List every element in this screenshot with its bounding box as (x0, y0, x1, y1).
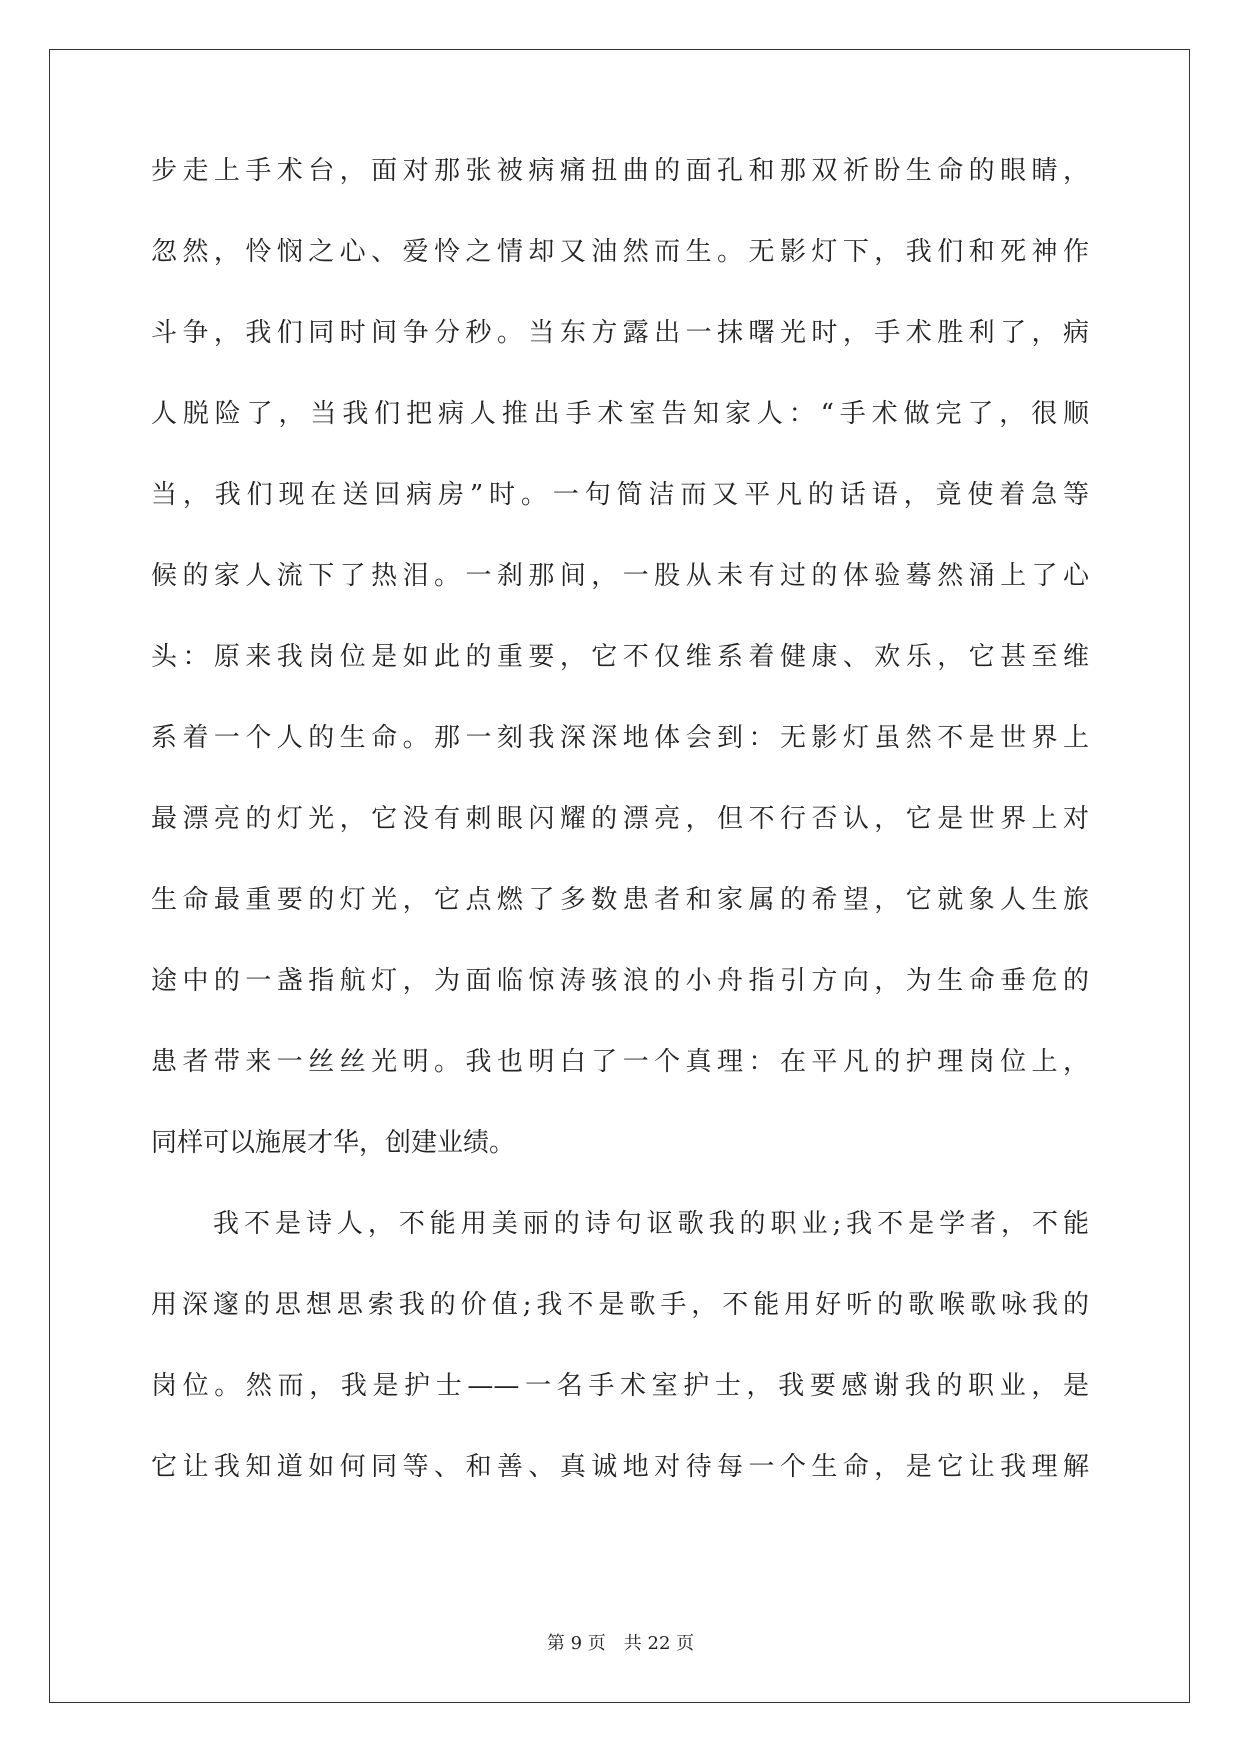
text-line: 候的家人流下了热泪。一刹那间，一股从未有过的体验蓦然涌上了心 (151, 561, 1089, 591)
text-line: 头：原来我岗位是如此的重要，它不仅维系着健康、欢乐，它甚至维 (151, 642, 1089, 672)
text-line: 当，我们现在送回病房”时。一句简洁而又平凡的话语，竟使着急等 (151, 480, 1089, 510)
document-body (151, 152, 1089, 1529)
text-line: 途中的一盏指航灯，为面临惊涛骇浪的小舟指引方向，为生命垂危的 (151, 966, 1089, 996)
page-total: 共 22 页 (623, 1633, 695, 1654)
text-line: 我不是诗人，不能用美丽的诗句讴歌我的职业;我不是学者，不能 (213, 1209, 1089, 1239)
text-line: 系着一个人的生命。那一刻我深深地体会到：无影灯虽然不是世界上 (151, 723, 1089, 753)
text-line: 最漂亮的灯光，它没有刺眼闪耀的漂亮，但不行否认，它是世界上对 (151, 804, 1089, 834)
text-line: 同样可以施展才华，创建业绩。 (151, 1128, 516, 1158)
text-line: 它让我知道如何同等、和善、真诚地对待每一个生命，是它让我理解 (151, 1452, 1089, 1482)
text-line: 患者带来一丝丝光明。我也明白了一个真理：在平凡的护理岗位上， (151, 1047, 1089, 1077)
text-line: 忽然，怜悯之心、爱怜之情却又油然而生。无影灯下，我们和死神作 (151, 237, 1089, 267)
text-line: 步走上手术台，面对那张被病痛扭曲的面孔和那双祈盼生命的眼睛， (151, 156, 1089, 186)
text-line: 人脱险了，当我们把病人推出手术室告知家人：“手术做完了，很顺 (151, 399, 1089, 429)
text-line: 斗争，我们同时间争分秒。当东方露出一抹曙光时，手术胜利了，病 (151, 318, 1089, 348)
text-line: 生命最重要的灯光，它点燃了多数患者和家属的希望，它就象人生旅 (151, 885, 1089, 915)
page-footer (0, 1629, 1241, 1655)
text-line: 用深邃的思想思索我的价值;我不是歌手，不能用好听的歌喉歌咏我的 (151, 1290, 1089, 1320)
text-line: 岗位。然而，我是护士——一名手术室护士，我要感谢我的职业，是 (151, 1371, 1089, 1401)
page-number: 第 9 页 (546, 1633, 606, 1654)
